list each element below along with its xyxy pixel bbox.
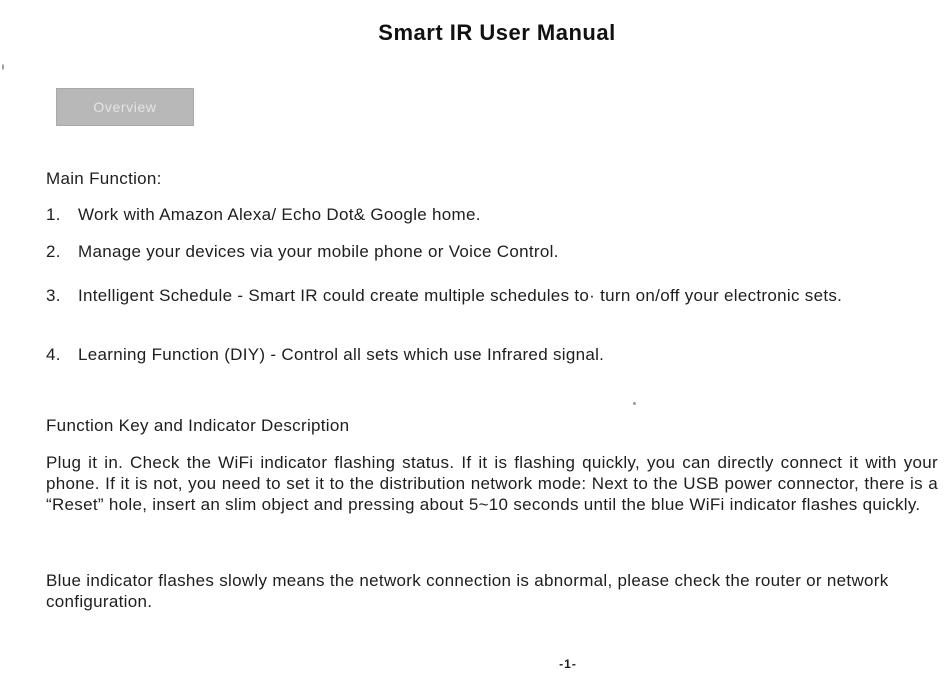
list-item-text: Intelligent Schedule - Smart IR could create multiple schedules to· turn on/off your electronic sets. <box>78 286 843 305</box>
list-item-text: Work with Amazon Alexa/ Echo Dot& Google home. <box>78 205 481 224</box>
list-item-number: 3. <box>46 286 61 305</box>
list-item <box>46 344 604 365</box>
function-key-heading: Function Key and Indicator Description <box>46 416 350 435</box>
description-paragraph: Blue indicator flashes slowly means the network connection is abnormal, please check the router or network configuration. <box>46 571 889 611</box>
scan-speck <box>633 402 636 405</box>
list-item-number: 4. <box>46 345 61 364</box>
list-item-text: Learning Function (DIY) - Control all sets which use Infrared signal. <box>78 345 605 364</box>
description-paragraph: Plug it in. Check the WiFi indicator flashing status. If it is flashing quickly, you can directly connect it with your phone. If it is not, you need to set it to the distribution network mode: Next to the USB power connector, there is a “Reset” hole, insert an slim object and pressing about 5~10 seconds until the blue WiFi indicator flashes quickly. <box>46 453 938 514</box>
main-function-heading: Main Function: <box>46 169 162 188</box>
list-item <box>46 204 481 225</box>
scan-speck <box>2 64 4 70</box>
list-item-number: 2. <box>46 242 61 261</box>
list-item-number: 1. <box>46 205 61 224</box>
list-item-text: Manage your devices via your mobile phone or Voice Control. <box>78 242 559 261</box>
page-number: -1- <box>559 657 577 671</box>
list-item <box>46 283 926 309</box>
overview-badge: Overview <box>56 88 194 126</box>
list-item <box>46 241 559 262</box>
page-title: Smart IR User Manual <box>378 20 616 45</box>
